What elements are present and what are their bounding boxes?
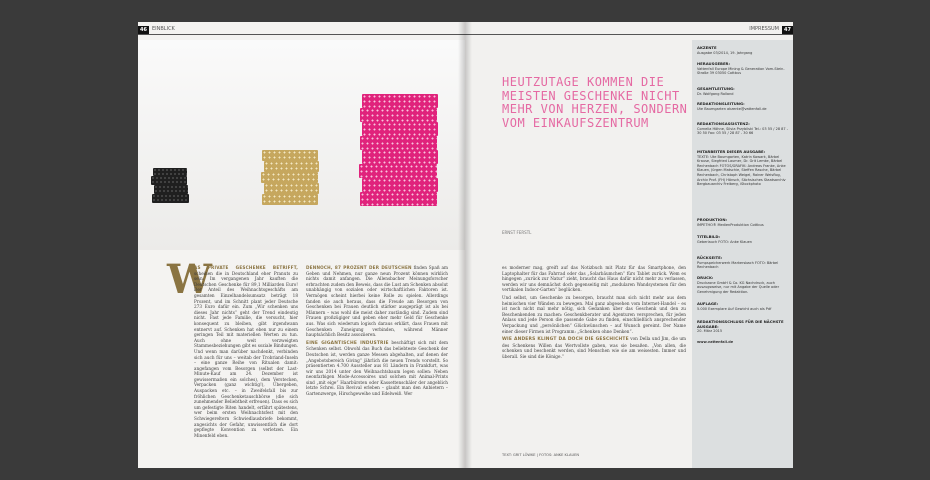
impressum-auflage: AUFLAGE: 5.000 Exemplare Auf Gewicht auch als Pdf bbox=[697, 301, 772, 311]
impressum-redaktionsschluss: REDAKTIONSSCHLUSS FÜR DIE NÄCHSTE AUSGABE: 20. März 2015 bbox=[697, 319, 784, 334]
photo-credit: TEXT: GRIT LÖWKE | FOTOS: ANKE KLAUEN bbox=[502, 453, 580, 457]
page-number-right: 47 bbox=[782, 26, 793, 35]
gift-box-pink bbox=[362, 122, 438, 136]
gift-box-pink bbox=[362, 94, 438, 108]
subhead: EINE GIGANTISCHE INDUSTRIE bbox=[306, 340, 389, 346]
impressum-redaktionsleitung: REDAKTIONSLEITUNG: Ute Baumgarten akzente@vattenfall.de bbox=[697, 101, 767, 111]
spine-shadow bbox=[458, 22, 472, 468]
gift-box-gold bbox=[264, 161, 319, 172]
impressum-druck: DRUCK: Druckzone GmbH & Co. KG Nachdruck, auch auszugsweise, nur mit Angabe der Quelle oder Genehmigung der Redaktion. bbox=[697, 275, 780, 294]
gift-box-black bbox=[151, 176, 187, 185]
body-text: beschäftigt sich mit dem Schenken selbst. Obwohl das Buch das beliebteste Geschenk der Deutschen ist, werden ganze Messen abgehalten, auf denen der „Angebotsbereich Giving“ jährlich die neuen Trends vorstellt. So präsentierten 4.700 Aussteller aus 81 Ländern in Frankfurt, was wir uns 2014 unter den Weihnachtsbaum legen sollen: Neben neonfarbigen Mode-Accessoires und solchen mit Animal-Prints sind „mit eige“ Haarbürsten oder Kassettenschäler der angeblich letzte Schrei. Ein Revival erleben – glaubt man den Anbietern – Gartenzwerge, Hirschgeweihe und Edelweiß. Wer bbox=[306, 339, 448, 397]
impressum-redaktionsassistenz: REDAKTIONSASSISTENZ: Cornelia Höhne, Silvia Przybilski Tel.: 03 55 / 28 87 - 30 50 Fax: 03 55 / 28 87 - 30 66 bbox=[697, 121, 788, 136]
drop-cap: W bbox=[167, 256, 212, 303]
body-text: scheinen die in Deutschland eher Pranuts zu sein. Im vergangenen Jahr kauften die Deutschen Geschenke für 89,1 Milliarden Euro! Der Anteil des Weihnachtsgeschäfts am gesamten Einzelhandelsumsatz beträgt 18 Prozent, und im Schnitt plant jeder Deutsche 273 Euro dafür ein. Zum „Wir schenken uns dieses Jahr nichts“ geht der Trend eindeutig nicht. Fast jede Familie, die versucht, hier konsequent zu bleiben, gibt irgendwann entnervt auf. Schenken hat eben nur zu einem geringen Teil mit materiellen Werten zu tun. Auch ohne weit verzweigten Stammesbeziehungen gibt es soziale Bindungen. Und wenn man darüber nachdenkt, verbinden sich auch für uns – weitab der Trobriand-Inseln – eine ganze Reihe von Ritualen damit: angefangen vom Besorgen (selbst der Last-Minute-Kauf am 24. Dezember ist gewissermaßen ein solches), dem Verstecken, Verpacken (ganz wichtig!), Übergeben, Auspacken etc. – in Zweifelsfall bis zur fröhlichen Geschenketauschbörse (die sich zunehmender Beliebtheit erfreuen). Dass es sich um gefestigte Riten handelt, erfährt spätestens, wer beim ersten Weihnachtsfest mit den Schwiegereltern Schwiedlausbriefe bekommt, angesichts der Gefahr, unwissentlich die dort gepflegte Konvention zu verletzen. Ein Minenfeld eben. bbox=[194, 270, 298, 438]
body-text: Und selbst, um Geschenke zu besorgen, braucht man sich nicht mehr aus dem heimischen vier Wänden zu bewegen. Mal ganz abgesehen vom Internet-Handel – es ist noch nicht mal mehr nötig, sich Gedanken über das Geschenk und den zu Beschenkenden zu machen: Geschenkberater und Agenturen versprechen, für jeden Anlass und jede Person die passende Gabe zu finden, einschließlich ansprechender Verpackung und „persönlichen“ Glückwünschen – auf Wunsch gereimt. Der Name einer dieser Firmen ist Programm: „Schenken ohne Denken“. bbox=[502, 294, 686, 334]
impressum-akzente: AKZENTE Ausgabe 03/2014, 19. Jahrgang bbox=[697, 45, 753, 55]
header-rule-right bbox=[465, 34, 793, 35]
page-number-left: 46 bbox=[138, 26, 149, 35]
article-column-1 bbox=[194, 265, 298, 440]
body-text: finden Spaß am Geben und Nehmen, nur ganze neun Prozent können wirklich nichts damit anfangen. Die Allensbacher Meinungsforscher erbrachten zudem den Beweis, dass die Lust am Schenken absolut unabhängig von sozialen oder wirtschaftlichen Faktoren ist. Vermögen scheint hierbei keine Rolle zu spielen. Allerdings fanden sie auch heraus, dass die Freude am Besorgen von Geschenken bei Frauen deutlich stärker ausgeprägt ist als bei Männern – was wohl die meist daher zuständig sind. Zudem sind Frauen großzügiger und geben eher mehr Geld für Geschenke aus. Was sich wiederum logisch daraus erklärt, dass Frauen mit Geschenken Zuneigung verbinden, während Männer hauptsächlich Besitz assoziieren. bbox=[306, 265, 448, 338]
pull-quote: HEUTZUTAGE KOMMEN DIE MEISTEN GESCHENKE NICHT MEHR VON HERZEN, SONDERN VOM EINKAUFSZENTRUM bbox=[502, 75, 688, 130]
body-text: von Della und Jim, die um des Schenkens Willen das Wertvollste gaben, was sie besaßen. „Von allen, die schenken und beschenkt werden, sind Menschen wie sie am weisesten. Immer und überall. Sie sind die Könige.“ bbox=[502, 336, 686, 359]
gift-stacks-photo bbox=[138, 40, 465, 250]
lead-in: DENNOCH, 87 PROZENT DER DEUTSCHEN bbox=[306, 265, 412, 270]
right-page bbox=[465, 22, 793, 468]
impressum-produktion: PRODUKTION: IMPETHO® MedienProduktion Cottbus bbox=[697, 217, 764, 227]
gift-box-pink bbox=[362, 178, 438, 192]
impressum-mitarbeiter: MITARBEITER DIESER AUSGABE: TEXTE: Ute Baumgarten, Katrin Kowark, Bärbel Krause, Siegfried Laumer, Dr. Grit Lemke, Bärbel Rechenbach FOTOS/GRAFIK: Andreas Franke, Anke Klauen, Jürgen Matschie, Steffen Rasche, Bärbel Rechenbach, Christoph Weigel, Rainer Weisflog, Archiv Prof. (FH) Hönsch, Sächsisches Staatsarchiv Bergbauarchiv Freiberg, iStockphoto bbox=[697, 149, 786, 187]
impressum-rueckseite: RÜCKSEITE: Pumpspeicherwerk Markersbach FOTO: Bärbel Rechenbach bbox=[697, 255, 779, 270]
impressum-herausgeber: HERAUSGEBER: Vattenfall Europe Mining & Generation Vom-Stein-Straße 39 03050 Cottbus bbox=[697, 61, 785, 76]
gift-box-pink bbox=[362, 150, 438, 164]
article-column-2 bbox=[306, 265, 448, 399]
section-label-right: IMPRESSUM bbox=[749, 26, 779, 32]
article-column-3 bbox=[502, 265, 686, 362]
gift-box-black bbox=[152, 194, 189, 203]
impressum-website[interactable]: www.vattenfall.de bbox=[697, 340, 734, 344]
gift-box-gold bbox=[261, 172, 318, 183]
gift-box-gold bbox=[262, 150, 318, 161]
gift-box-pink bbox=[360, 192, 437, 206]
gift-box-gold bbox=[262, 194, 318, 205]
gift-box-pink bbox=[359, 164, 437, 178]
gift-box-black bbox=[153, 168, 187, 176]
gift-box-gold bbox=[264, 183, 319, 194]
lead-in: AS PRIVATE GESCHENKE BETRIFFT, bbox=[194, 265, 298, 270]
section-label-left: EINBLICK bbox=[152, 26, 175, 32]
left-page bbox=[138, 22, 465, 468]
impressum-titelbild: TITELBILD: Geberlauch FOTO: Anke Klauen bbox=[697, 234, 752, 244]
body-text: es moderner mag, greift auf das Notizbuch mit Platz für das Smartphone, den Laptophalter für das Fahrrad oder das „Solarbäumchen“ fürs Tablet zurück. Wem es hingegen „zurück zur Natur“ zieht, braucht das Haus dafür nicht mehr zu verlassen, werden wir uns demnächst doch gegenseitig mit „modularen Wandsystemen für den vertikalen Indoor-Garten“ beglücken. bbox=[502, 265, 686, 293]
quote-author: ERNST FERSTL bbox=[502, 230, 532, 235]
gift-box-pink bbox=[360, 136, 437, 150]
impressum-sidebar bbox=[692, 40, 793, 468]
subhead: WIE ANDERS KLINGT DA DOCH DIE GESCHICHTE bbox=[502, 337, 629, 343]
gift-box-pink bbox=[360, 108, 437, 122]
header-rule-left bbox=[138, 34, 465, 35]
impressum-gesamtleitung: GESAMTLEITUNG: Dr. Wolfgang Rolland bbox=[697, 86, 735, 96]
gift-box-black bbox=[154, 185, 188, 194]
